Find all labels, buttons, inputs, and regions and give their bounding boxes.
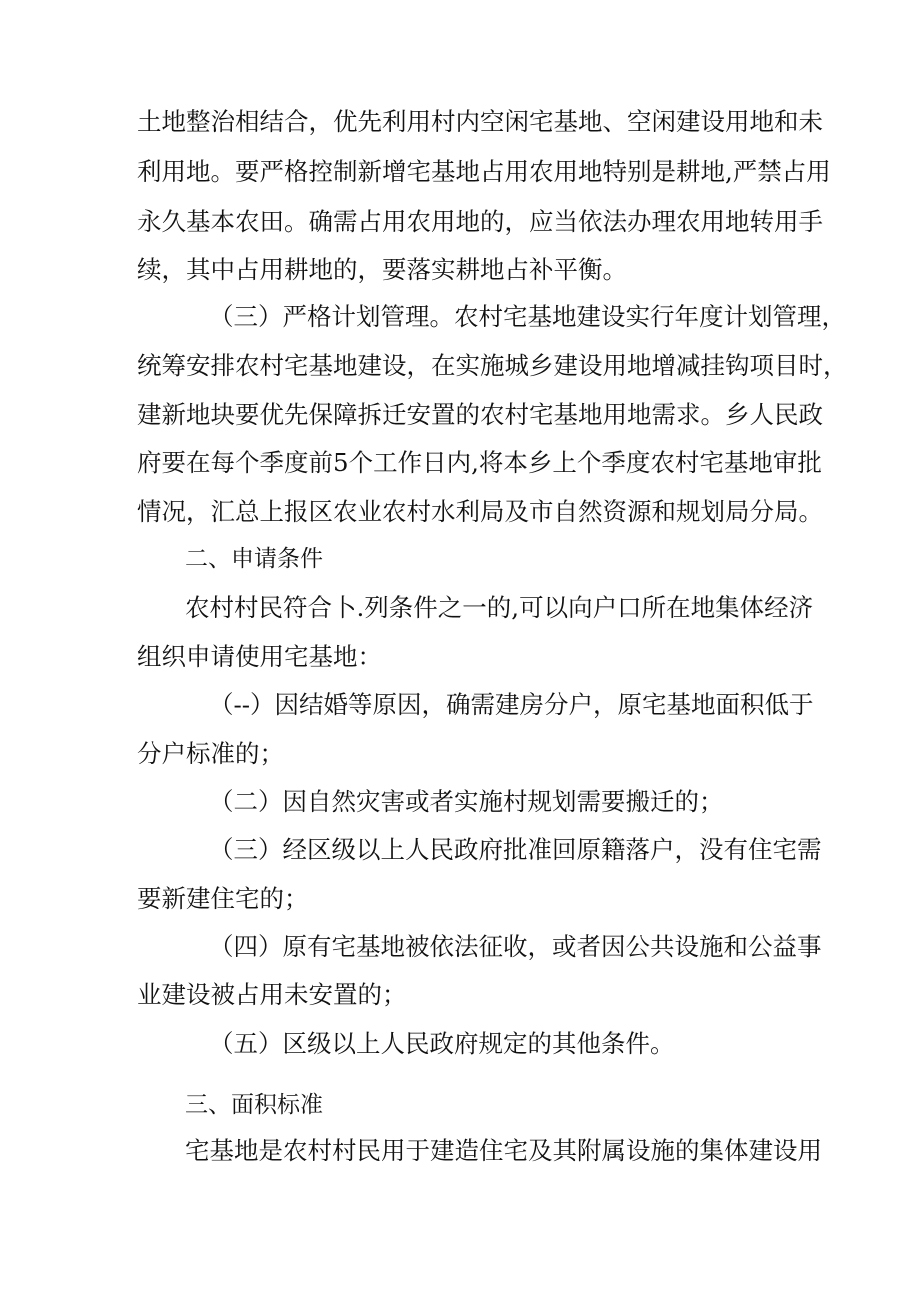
- paragraph-line: 续，其中占用耕地的，要落实耕地占补平衡。: [137, 255, 627, 284]
- section-heading: 二、申请条件: [185, 546, 323, 572]
- paragraph-line: 组织申请使用宅基地：: [137, 642, 382, 671]
- paragraph-line: 土地整治相结合，优先利用村内空闲宅基地、空闲建设用地和未: [137, 107, 823, 136]
- list-item-line: （--）因结婚等原因，确需建房分户，原宅基地面积低于: [209, 690, 814, 719]
- paragraph-line: 情况，汇总上报区农业农村水利局及市自然资源和规划局分局。: [137, 497, 823, 526]
- paragraph-line: 建新地块要优先保障拆迁安置的农村宅基地用地需求。乡人民政: [137, 400, 823, 429]
- list-item-line: 业建设被占用未安置的；: [137, 980, 407, 1009]
- paragraph-line: 统筹安排农村宅基地建设，在实施城乡建设用地增减挂钩项目时，: [137, 351, 848, 380]
- paragraph-line: 宅基地是农村村民用于建造住宅及其附属设施的集体建设用: [185, 1136, 822, 1165]
- paragraph-line: （三）严格计划管理。农村宅基地建设实行年度计划管理，: [209, 302, 846, 331]
- list-item-line: （四）原有宅基地被依法征收，或者因公共设施和公益事: [209, 932, 822, 961]
- paragraph-line: 府要在每个季度前5个工作日内,将本乡上个季度农村宅基地审批: [137, 448, 822, 477]
- list-item-line: （五）区级以上人民政府规定的其他条件。: [209, 1029, 675, 1058]
- paragraph-line: 永久基本农田。确需占用农用地的，应当依法办理农用地转用手: [137, 207, 823, 236]
- list-item-line: 分户标准的；: [137, 739, 284, 768]
- list-item-line: 要新建住宅的；: [137, 884, 309, 913]
- paragraph-line: 农村村民符合卜.列条件之一的,可以向户口所在地集体经济: [185, 593, 814, 622]
- paragraph-line: 利用地。要严格控制新增宅基地占用农用地特别是耕地,严禁占用: [137, 157, 831, 186]
- list-item-line: （三）经区级以上人民政府批准回原籍落户，没有住宅需: [209, 835, 822, 864]
- list-item-line: （二）因自然灾害或者实施村规划需要搬迁的；: [209, 787, 724, 816]
- section-heading: 三、面积标准: [185, 1092, 323, 1118]
